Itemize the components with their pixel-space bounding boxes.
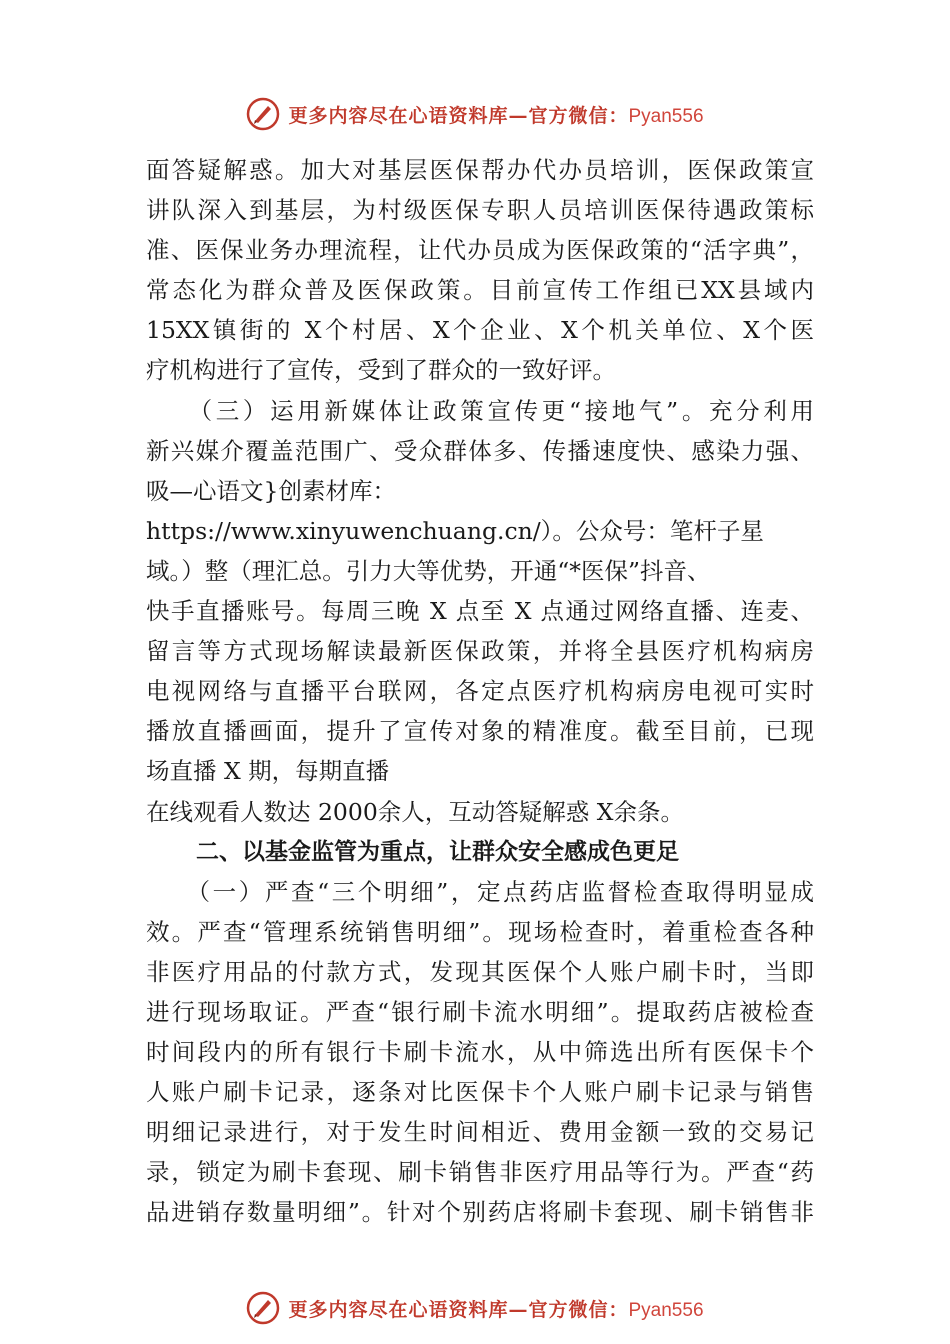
- text-line: 快手直播账号。每周三晚 X 点至 X 点通过网络直播、连麦、: [146, 597, 814, 626]
- watermark-banner-bottom: [0, 1288, 950, 1328]
- text-line: 播放直播画面，提升了宣传对象的精准度。截至目前，已现: [146, 717, 814, 746]
- text-line: 面答疑解惑。加大对基层医保帮办代办员培训，医保政策宣: [146, 156, 814, 184]
- text-line: 准、医保业务办理流程，让代办员成为医保政策的“活字典”，: [146, 236, 814, 265]
- text-line: 品进销存数量明细”。针对个别药店将刷卡套现、刷卡销售非: [146, 1198, 814, 1227]
- text-line: 人账户刷卡记录，逐条对比医保卡个人账户刷卡记录与销售: [146, 1078, 814, 1107]
- section-heading: 二、以基金监管为重点，让群众安全感成色更足: [196, 838, 679, 865]
- watermark-banner-top: [0, 94, 950, 134]
- text-line: 15XX镇街的 X个村居、X个企业、X个机关单位、X个医: [146, 316, 814, 345]
- text-line: 明细记录进行，对于发生时间相近、费用金额一致的交易记: [146, 1118, 814, 1147]
- text-line: 进行现场取证。严查“银行刷卡流水明细”。提取药店被检查: [146, 997, 814, 1026]
- writing-hand-icon: [246, 97, 280, 131]
- document-body: [146, 150, 814, 1233]
- text-line: （三）运用新媒体让政策宣传更“接地气”。充分利用: [146, 396, 814, 425]
- text-line: 时间段内的所有银行卡刷卡流水，从中筛选出所有医保卡个: [146, 1038, 814, 1067]
- writing-hand-icon: [246, 1291, 280, 1325]
- text-line: https://www.xinyuwenchuang.cn/）。公众号：笔杆子星: [146, 516, 764, 545]
- text-line: 效。严查“管理系统销售明细”。现场检查时，着重检查各种: [146, 917, 814, 946]
- text-line: 疗机构进行了宣传，受到了群众的一致好评。: [146, 356, 616, 385]
- text-line: 新兴媒介覆盖范围广、受众群体多、传播速度快、感染力强、: [146, 436, 814, 465]
- text-line: 域。）整（理汇总。引力大等优势，开通“*医保”抖音、: [146, 556, 711, 585]
- text-line: 非医疗用品的付款方式，发现其医保个人账户刷卡时，当即: [146, 957, 814, 986]
- text-line: （一）严查“三个明细”，定点药店监督检查取得明显成: [146, 877, 814, 906]
- text-line: 电视网络与直播平台联网，各定点医疗机构病房电视可实时: [146, 677, 814, 706]
- text-line: 录，锁定为刷卡套现、刷卡销售非医疗用品等行为。严查“药: [146, 1158, 814, 1187]
- text-line: 场直播 X 期，每期直播: [146, 757, 390, 786]
- text-line: 常态化为群众普及医保政策。目前宣传工作组已XX县域内: [146, 276, 814, 305]
- text-line: 留言等方式现场解读最新医保政策，并将全县医疗机构病房: [146, 637, 814, 666]
- text-line: 吸—心语文}创素材库：: [146, 476, 396, 505]
- watermark-text: 更多内容尽在心语资料库—官方微信：Pyan556: [288, 104, 704, 127]
- text-line: 在线观看人数达 2000余人，互动答疑解惑 X余条。: [146, 797, 684, 826]
- text-line: 讲队深入到基层，为村级医保专职人员培训医保待遇政策标: [146, 196, 814, 225]
- watermark-text: 更多内容尽在心语资料库—官方微信：Pyan556: [288, 1298, 704, 1321]
